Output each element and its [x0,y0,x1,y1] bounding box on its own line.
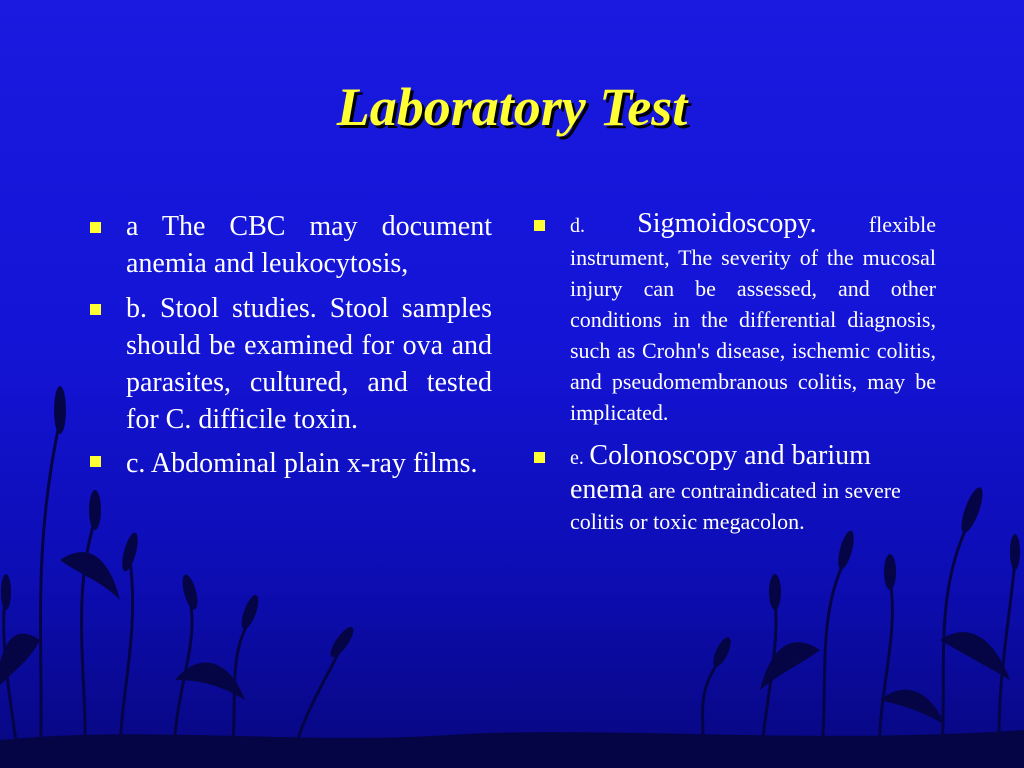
item-heading: Sigmoidoscopy. [637,208,817,239]
left-bullet-list [88,208,492,494]
list-item [88,442,492,486]
list-item [532,440,936,537]
bullet-square-icon [90,304,101,315]
list-item-text [570,208,936,428]
list-item [532,208,936,428]
item-prefix: d. [570,215,585,237]
item-heading: Colonoscopy and barium enema [570,440,871,505]
slide-title: Laboratory Test [336,77,688,137]
bullet-square-icon [534,452,545,463]
right-bullet-list [532,208,936,549]
item-body: flexible instrument, The severity of the mucosal injury can be assessed, and other conditions in the differential diagnosis, such as Crohn's disease, ischemic colitis, and pseudomembranous colitis, may be implicated. [570,212,936,425]
list-item-text [570,440,936,537]
list-item-text: c. Abdominal plain x-ray films. [126,448,478,479]
item-prefix: e. [570,447,584,469]
list-item-text: b. Stool studies. Stool samples should be examined for ova and parasites, cultured, and tested for C. difficile toxin. [126,293,492,435]
list-item-text: a The CBC may document anemia and leukocytosis, [126,211,492,279]
bullet-square-icon [534,220,545,231]
item-body: are contraindicated in severe colitis or toxic megacolon. [570,478,901,534]
bullet-square-icon [90,456,101,467]
list-item [88,290,492,438]
bullet-square-icon [90,222,101,233]
list-item [88,208,492,282]
